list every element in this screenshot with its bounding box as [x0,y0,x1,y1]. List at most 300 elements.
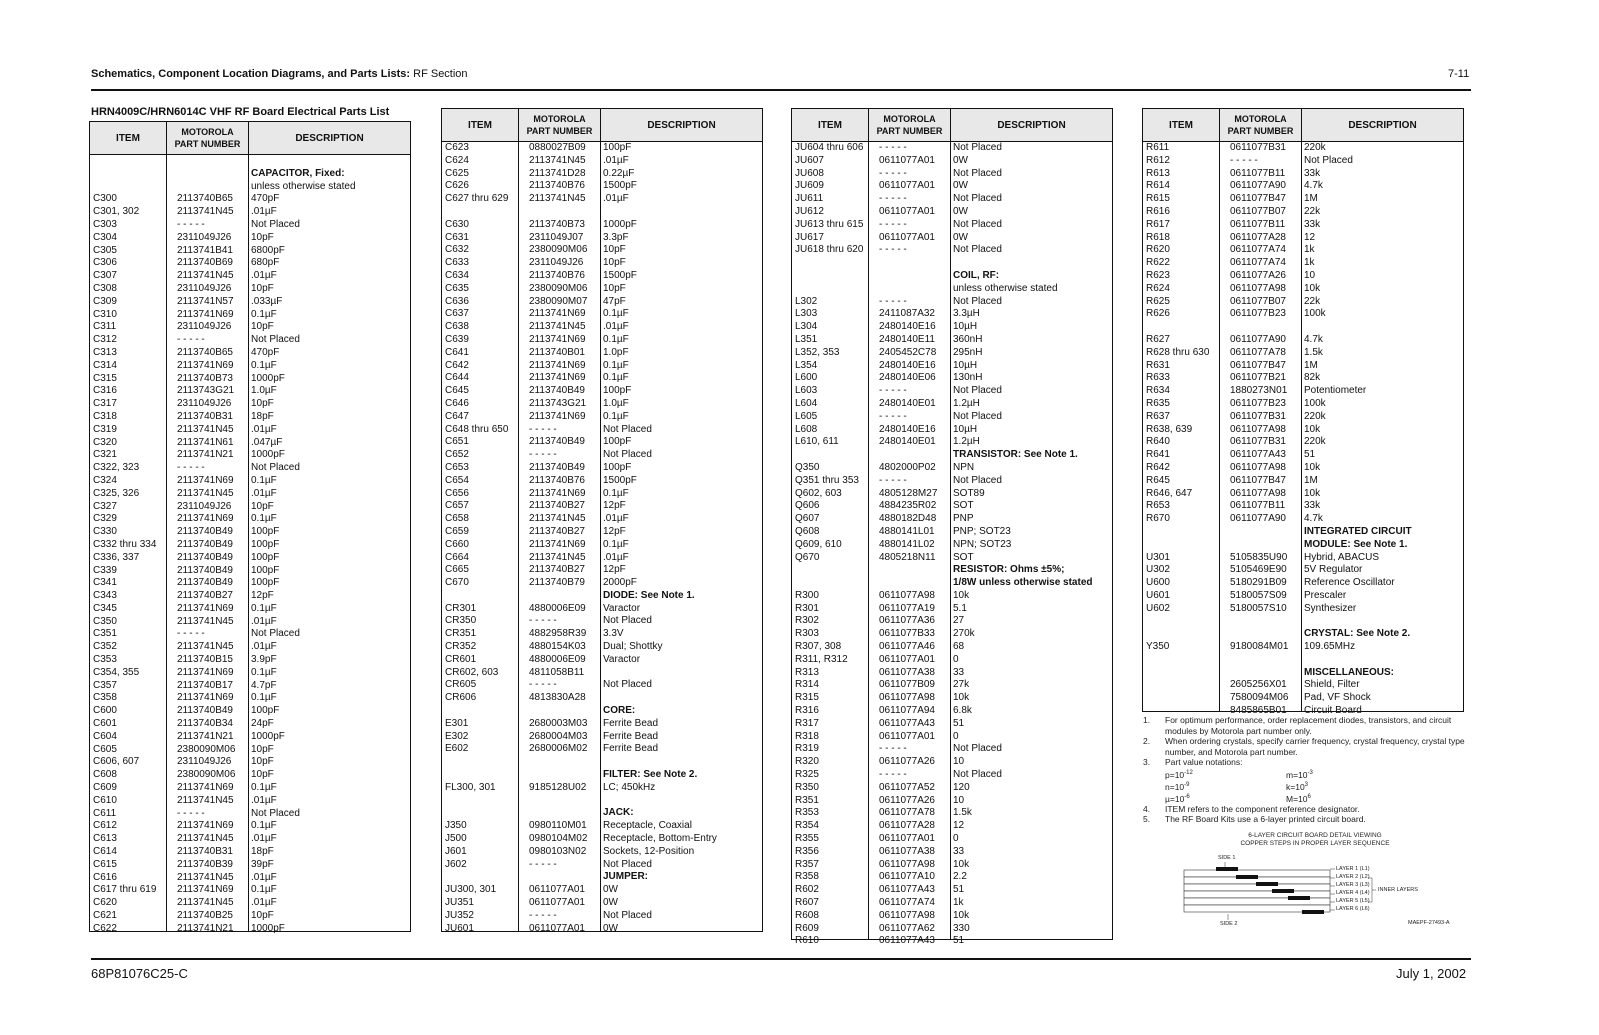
part-number-cell: 4802000P02 [879,461,936,473]
part-number-cell: 2113741N69 [529,333,586,345]
part-number-cell: 2380090M06 [177,769,236,781]
item-cell: Q607 [795,513,820,525]
item-cell: C339 [93,564,117,576]
description-cell: 130nH [953,372,983,384]
part-number-cell: - - - - - [177,807,205,819]
part-number-cell: 2113740B76 [529,474,585,486]
part-number-cell: 2311049J26 [177,398,232,410]
table-row [792,462,1112,475]
item-cell: JU617 [795,231,824,243]
item-cell: Q351 thru 353 [795,474,859,486]
item-cell: CR605 [445,679,477,691]
part-number-cell: 2113741N69 [177,692,234,704]
item-cell: R316 [795,705,819,717]
layer-label: LAYER 5 (L5) [1336,898,1370,904]
item-cell: E301 [445,717,469,729]
item-cell: C604 [93,730,117,742]
item-cell: L351 [795,333,818,345]
description-cell: Sockets, 12-Position [603,845,695,857]
part-number-cell: 2113741N69 [177,513,234,525]
diagram-caption-2: COPPER STEPS IN PROPER LAYER SEQUENCE [1240,840,1390,847]
description-cell: Not Placed [953,474,1002,486]
item-cell: R610 [795,935,819,947]
table-row [792,526,1112,539]
table-row [442,731,762,744]
part-number-cell: 2113740B69 [177,257,233,269]
item-cell: R638, 639 [1146,423,1193,435]
description-cell: 100pF [251,551,280,563]
table-row [1143,564,1463,577]
part-number-cell: 5180057S10 [1230,602,1287,614]
item-cell: C631 [445,231,469,243]
description-cell: 5V Regulator [1304,564,1363,576]
description-cell: .01µF [603,193,629,205]
description-cell: 12 [1304,231,1316,243]
table-row [442,577,762,590]
item-cell: C634 [445,269,469,281]
item-cell: J601 [445,845,467,857]
description-cell: Not Placed [953,193,1002,205]
part-number-cell: 2113740B31 [177,846,233,858]
table-row [90,590,410,603]
part-number-cell: 0611077A78 [1230,346,1286,358]
description-cell: 3.3µH [953,308,980,320]
item-cell: JU611 [795,193,824,205]
item-cell: R608 [795,909,819,921]
item-cell: R633 [1146,372,1170,384]
table-row [1143,219,1463,232]
part-number-cell: 0980104M02 [529,833,588,845]
item-cell: JU604 thru 606 [795,142,864,153]
part-number-cell: - - - - - [529,423,557,435]
parts-table-3 [791,108,1113,947]
item-cell: C336, 337 [93,551,140,563]
table-row [442,232,762,245]
description-cell: 5.1 [953,602,967,614]
description-cell: Not Placed [251,628,300,640]
table-row [442,871,762,884]
table-row [90,552,410,565]
table-row [90,872,410,885]
item-cell: C623 [445,142,469,153]
description-cell: 24pF [251,718,274,730]
description-cell: 0.1µF [603,372,629,384]
part-number-cell: 2113740B17 [177,679,233,691]
item-cell: R354 [795,820,819,832]
table-row [442,513,762,526]
page-number: 7-11 [1448,68,1470,80]
header-part-number: PART NUMBER [876,126,943,136]
description-cell: 1000pF [251,922,285,934]
part-number-cell: 2113740B25 [177,910,233,922]
notation-micro: $\mu=10^{-6}$ [1165,793,1190,804]
note-2: 2. When ordering crystals, specify carrier frequency, crystal frequency, crystal type number, and Motorola part number. [1143,736,1465,757]
part-number-cell: 2311049J07 [529,231,584,243]
item-cell: J602 [445,858,467,870]
item-cell: C627 thru 629 [445,193,509,205]
part-number-cell: 0611077A74 [1230,257,1286,269]
description-cell: 22k [1304,205,1321,217]
table-row [792,449,1112,462]
item-cell: R353 [795,807,819,819]
description-cell: 0.1µF [603,410,629,422]
item-cell: CR350 [445,615,477,627]
item-cell: R627 [1146,333,1170,345]
description-cell: DIODE: See Note 1. [603,589,695,601]
part-number-cell: 0611077B23 [1230,397,1286,409]
description-cell: .01µF [603,513,629,525]
table-row [792,923,1112,936]
table-row [442,667,762,680]
description-cell: 0W [953,154,968,166]
part-number-cell: 2380090M07 [529,295,588,307]
item-cell: Q608 [795,525,820,537]
table-row [442,372,762,385]
header-item: ITEM [90,122,167,154]
part-number-cell: 0611077A90 [1230,513,1286,525]
item-cell: C664 [445,551,469,563]
table-row [792,718,1112,731]
part-number-cell: - - - - - [177,334,205,346]
part-number-cell: 2113740B39 [177,858,233,870]
item-cell: CR602, 603 [445,666,499,678]
part-number-cell: 0611077B21 [1230,372,1286,384]
table-row [442,782,762,795]
table-row [90,360,410,373]
description-cell: SOT89 [953,487,985,499]
description-cell: 100pF [251,526,280,538]
description-cell: JUMPER: [603,871,649,883]
table-row [792,244,1112,257]
description-cell: 0.1µF [603,538,629,550]
part-number-cell: 2113740B49 [177,526,233,538]
pcb-layer-drawing [1180,832,1450,932]
table-row [90,283,410,296]
part-number-cell: 0611077A28 [1230,231,1286,243]
part-number-cell: 0611077A19 [879,602,935,614]
description-cell: PNP; SOT23 [953,525,1011,537]
table-row [90,181,410,194]
description-cell: 10pF [251,231,274,243]
item-cell: R318 [795,730,819,742]
part-number-cell: 0611077A10 [879,871,935,883]
part-number-cell: 2113740B49 [529,436,585,448]
description-cell: 0.1µF [251,820,277,832]
description-cell: 51 [1304,449,1316,461]
description-cell: 1.5k [1304,346,1323,358]
part-number-cell: 2311049J26 [177,500,232,512]
item-cell: C610 [93,794,117,806]
part-number-cell: 2405452C78 [879,346,937,358]
part-number-cell: 2113740B27 [529,525,585,537]
part-number-cell: 4880006E09 [529,602,586,614]
part-number-cell: 2113740B79 [529,577,585,589]
part-number-cell: 9180084M01 [1230,641,1289,653]
item-cell: C303 [93,218,117,230]
description-cell: 10pF [251,910,274,922]
table-row [90,654,410,667]
table-row [1143,436,1463,449]
item-cell: C332 thru 334 [93,538,157,550]
description-cell: .01µF [251,871,277,883]
part-number-cell: 0611077B47 [1230,474,1286,486]
description-cell: NPN; SOT23 [953,538,1012,550]
part-number-cell: 2113741N45 [177,641,234,653]
part-number-cell: 2113740B49 [177,564,233,576]
table-row [792,820,1112,833]
part-number-cell: 0611077A46 [879,641,935,653]
item-cell: C305 [93,244,117,256]
table-row [1143,552,1463,565]
item-cell: U301 [1146,551,1170,563]
item-cell: C620 [93,897,117,909]
item-cell: R351 [795,794,819,806]
table-row [792,232,1112,245]
item-cell: R626 [1146,308,1170,320]
description-cell: 0W [603,884,618,896]
part-number-cell: - - - - - [879,295,907,307]
table-row [90,731,410,744]
item-cell: L303 [795,308,818,320]
description-cell: 33 [953,666,965,678]
table-row [442,308,762,321]
description-cell: Reference Oscillator [1304,577,1395,589]
part-number-cell: 2113741N69 [177,820,234,832]
table-row [792,475,1112,488]
part-number-cell: 2113741D28 [529,167,586,179]
table-row [90,539,410,552]
part-number-cell: 4882958R39 [529,628,587,640]
table-row [1143,526,1463,539]
description-cell: 120 [953,781,970,793]
item-cell: C317 [93,398,117,410]
table-row [792,641,1112,654]
header-item: ITEM [442,109,519,141]
table-row [90,309,410,322]
table-row [1143,180,1463,193]
header-section-bold: Schematics, Component Location Diagrams, and Parts Lists: [91,68,411,80]
item-cell: L304 [795,321,818,333]
part-number-cell: 4880141L02 [879,538,935,550]
part-number-cell: 2113740B65 [177,346,233,358]
item-cell: C321 [93,449,117,461]
part-number-cell: 0611077A98 [1230,423,1286,435]
table-row [792,846,1112,859]
item-cell: L302 [795,295,818,307]
table-row [442,462,762,475]
description-cell: Not Placed [603,858,652,870]
part-number-cell: 2311049J26 [177,231,232,243]
description-cell: 10pF [251,282,274,294]
table-row [792,193,1112,206]
header-motorola-part-number [167,122,249,154]
description-cell: 100pF [603,385,632,397]
table-row [90,910,410,923]
part-number-cell: - - - - - [177,628,205,640]
header-part-number: PART NUMBER [526,126,593,136]
description-cell: 0.22µF [603,167,635,179]
table-row [792,398,1112,411]
item-cell: CR606 [445,692,477,704]
table-row [1143,193,1463,206]
item-cell: C306 [93,257,117,269]
table-row [442,500,762,513]
description-cell: 10k [1304,487,1321,499]
table-row [1143,206,1463,219]
part-number-cell: 2113741N21 [177,449,234,461]
part-number-cell: 0611077A74 [879,897,935,909]
description-cell: MISCELLANEOUS: [1304,666,1394,678]
description-cell: 0.1µF [603,308,629,320]
description-cell: 27k [953,679,970,691]
description-cell: 0W [953,205,968,217]
part-number-cell: 1880273N01 [1230,385,1288,397]
description-cell: 470pF [251,193,280,205]
item-cell: R617 [1146,218,1170,230]
part-number-cell: 0611077A43 [1230,449,1286,461]
layer-label: LAYER 2 (L2) [1336,874,1370,880]
part-number-cell: 2480140E16 [879,423,936,435]
item-cell: C652 [445,449,469,461]
description-cell: 1000pF [251,449,285,461]
item-cell: U601 [1146,589,1170,601]
part-number-cell: 4813830A28 [529,692,586,704]
table-row [90,782,410,795]
table-row [90,488,410,501]
table-row [1143,475,1463,488]
item-cell: C612 [93,820,117,832]
item-cell: C301, 302 [93,206,140,218]
diagram-caption-1: 6-LAYER CIRCUIT BOARD DETAIL VIEWING [1248,832,1382,839]
item-cell: C636 [445,295,469,307]
description-cell: 220k [1304,436,1326,448]
layer-label: LAYER 6 (L6) [1336,906,1370,912]
part-number-cell: - - - - - [879,142,907,153]
description-cell: .01µF [251,794,277,806]
table-row [792,884,1112,897]
header-description: DESCRIPTION [295,132,364,144]
item-cell: R641 [1146,449,1170,461]
part-number-cell: - - - - - [879,244,907,256]
description-cell: Not Placed [603,679,652,691]
part-number-cell: 0611077B11 [1230,167,1286,179]
description-cell: 4.7pF [251,679,277,691]
item-cell: C625 [445,167,469,179]
part-number-cell: 2380090M06 [177,743,236,755]
table-header [792,109,1112,142]
item-cell: C309 [93,295,117,307]
table-row [442,807,762,820]
description-cell: 68 [953,641,965,653]
part-number-cell: 0611077A01 [529,922,585,934]
description-cell: 6.8k [953,705,972,717]
item-cell: R301 [795,602,819,614]
item-cell: R614 [1146,180,1170,192]
part-number-cell: 0611077A26 [1230,269,1286,281]
description-cell: 10 [953,794,965,806]
table-row [1143,296,1463,309]
description-cell: 1k [953,897,964,909]
part-number-cell: - - - - - [879,218,907,230]
item-cell: JU612 [795,205,824,217]
table-row [1143,641,1463,654]
description-cell: 10pF [251,769,274,781]
part-number-cell: 2113741N69 [177,474,234,486]
part-number-cell: 2480140E16 [879,321,936,333]
part-number-cell: 2113741N69 [529,487,586,499]
part-number-cell: 2380090M06 [529,282,588,294]
table-row [792,283,1112,296]
header-part-number: PART NUMBER [1227,126,1294,136]
description-cell: 295nH [953,346,983,358]
table-row [442,590,762,603]
part-number-cell: - - - - - [529,449,557,461]
item-cell: R625 [1146,295,1170,307]
description-cell: 10pF [251,756,274,768]
table-row [792,270,1112,283]
item-cell: C324 [93,474,117,486]
part-number-cell: 9185128U02 [529,781,587,793]
description-cell: .01µF [251,423,277,435]
item-cell: R611 [1146,142,1170,153]
table-row [1143,142,1463,155]
part-number-cell: 2311049J26 [529,257,584,269]
table-row [90,705,410,718]
table-row [792,308,1112,321]
description-cell: .01µF [603,321,629,333]
table-row [1143,334,1463,347]
table-header [442,109,762,142]
inner-layers-label: INNER LAYERS [1378,887,1418,893]
part-number-cell: 2480140E11 [879,333,935,345]
item-cell: JU351 [445,897,474,909]
item-cell: C632 [445,244,469,256]
item-cell: C343 [93,590,117,602]
table-row [792,654,1112,667]
description-cell: .01µF [251,615,277,627]
description-cell: CORE: [603,705,636,717]
table-row [442,283,762,296]
description-cell: LC; 450kHz [603,781,656,793]
table-row [792,424,1112,437]
table-row [792,705,1112,718]
table-row [90,462,410,475]
part-number-cell: 0611077A36 [879,615,935,627]
table-row [90,347,410,360]
description-cell: 51 [953,935,965,947]
table-row [90,437,410,450]
table-row [442,692,762,705]
table-row [442,795,762,808]
table-row [442,321,762,334]
item-cell: C313 [93,346,117,358]
table-row [792,500,1112,513]
table-row [1143,679,1463,692]
item-cell: R631 [1146,359,1170,371]
part-number-cell: 2113741N21 [177,730,234,742]
item-cell: C644 [445,372,469,384]
part-number-cell: 0611077B07 [1230,205,1286,217]
description-cell: NPN [953,461,975,473]
description-cell: 10pF [603,257,626,269]
table-row [442,603,762,616]
notation-mega: $M=10^6$ [1286,793,1311,804]
table-row [442,334,762,347]
description-cell: 33k [1304,500,1321,512]
part-number-cell: 2113741N45 [529,154,586,166]
description-cell: 10pF [251,500,274,512]
part-number-cell: - - - - - [529,679,557,691]
